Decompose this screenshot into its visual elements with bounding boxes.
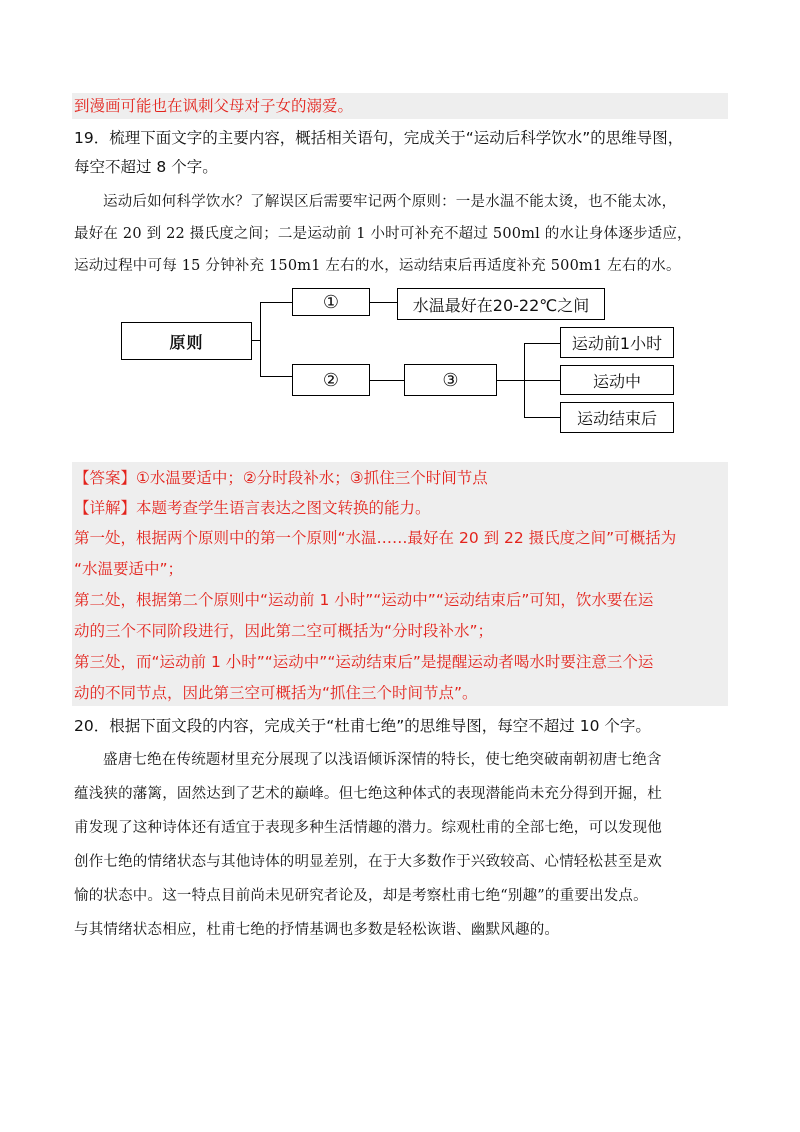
root-node: 原则 — [121, 322, 252, 360]
connector-to-during — [524, 380, 560, 381]
connector-to-blank2 — [260, 376, 292, 377]
q19-explanation-line5: 第二处，根据第二个原则中“运动前 1 小时”“运动中”“运动结束后”可知，饮水要在运 — [74, 591, 654, 609]
q19-explanation-line3: 第一处，根据两个原则中的第一个原则“水温……最好在 20 到 22 摄氏度之间”可概括为 — [74, 529, 677, 547]
q19-passage-line1: 运动后如何科学饮水？了解误区后需要牢记两个原则：一是水温不能太烫，也不能太冰， — [103, 194, 677, 210]
q20-passage-line1: 盛唐七绝在传统题材里充分展现了以浅语倾诉深情的特长，使七绝突破南朝初唐七绝含 — [103, 752, 662, 768]
q19-passage-line2: 最好在 20 到 22 摄氏度之间；二是运动前 1 小时可补充不超过 500ml 的水让身体逐步适应， — [74, 226, 692, 242]
q19-prompt-line2: 每空不超过 8 个字。 — [74, 158, 218, 176]
connector-root-vertical — [260, 302, 261, 376]
connector-blank1-to-temp — [370, 302, 397, 303]
leaf-after-node: 运动结束后 — [560, 402, 674, 433]
connector-to-blank1 — [260, 302, 292, 303]
connector-blank3-out — [497, 380, 524, 381]
previous-answer-tail: 到漫画可能也在讽刺父母对子女的溺爱。 — [74, 97, 354, 115]
blank2-node: ② — [292, 364, 370, 396]
connector-to-after — [524, 417, 560, 418]
connector-root-out — [252, 340, 260, 341]
q19-explanation-line8: 动的不同节点，因此第三空可概括为“抓住三个时间节点”。 — [74, 684, 478, 702]
q19-passage-line3: 运动过程中可每 15 分钟补充 150m1 左右的水，运动结束后再适度补充 500m1 左右的水。 — [74, 258, 681, 274]
q19-prompt-line1: 19．梳理下面文字的主要内容，概括相关语句，完成关于“运动后科学饮水”的思维导图， — [74, 129, 684, 147]
q19-explanation-line7: 第三处，而“运动前 1 小时”“运动中”“运动结束后”是提醒运动者喝水时要注意三个运 — [74, 653, 654, 671]
q20-passage-line6: 与其情绪状态相应，杜甫七绝的抒情基调也多数是轻松诙谐、幽默风趣的。 — [74, 922, 560, 938]
connector-to-before — [524, 343, 560, 344]
blank3-node: ③ — [404, 364, 497, 396]
q20-passage-line4: 创作七绝的情绪状态与其他诗体的明显差别，在于大多数作于兴致较高、心情轻松甚至是欢 — [74, 854, 662, 870]
q19-explanation-intro: 【详解】本题考查学生语言表达之图文转换的能力。 — [74, 499, 431, 517]
blank1-node: ① — [292, 288, 370, 316]
leaf-temperature-node: 水温最好在20-22℃之间 — [397, 288, 605, 320]
q19-explanation-line6: 动的三个不同阶段进行，因此第二空可概括为“分时段补水”； — [74, 622, 494, 640]
connector-blank2-to-blank3 — [370, 380, 404, 381]
q20-passage-line5: 愉的状态中。这一特点目前尚未见研究者论及，却是考察杜甫七绝“别趣”的重要出发点。 — [74, 888, 648, 904]
q19-explanation-line4: “水温要适中”； — [74, 560, 184, 578]
q20-prompt: 20．根据下面文段的内容，完成关于“杜甫七绝”的思维导图，每空不超过 10 个字。 — [74, 717, 651, 735]
leaf-during-node: 运动中 — [560, 365, 674, 395]
q19-answer: 【答案】①水温要适中；②分时段补水；③抓住三个时间节点 — [74, 469, 488, 487]
q20-passage-line2: 蕴浅狭的藩篱，固然达到了艺术的巅峰。但七绝这种体式的表现潜能尚未充分得到开掘，杜 — [74, 786, 662, 802]
q20-passage-line3: 甫发现了这种诗体还有适宜于表现多种生活情趣的潜力。综观杜甫的全部七绝，可以发现他 — [74, 820, 662, 836]
leaf-before-node: 运动前1小时 — [560, 327, 674, 358]
